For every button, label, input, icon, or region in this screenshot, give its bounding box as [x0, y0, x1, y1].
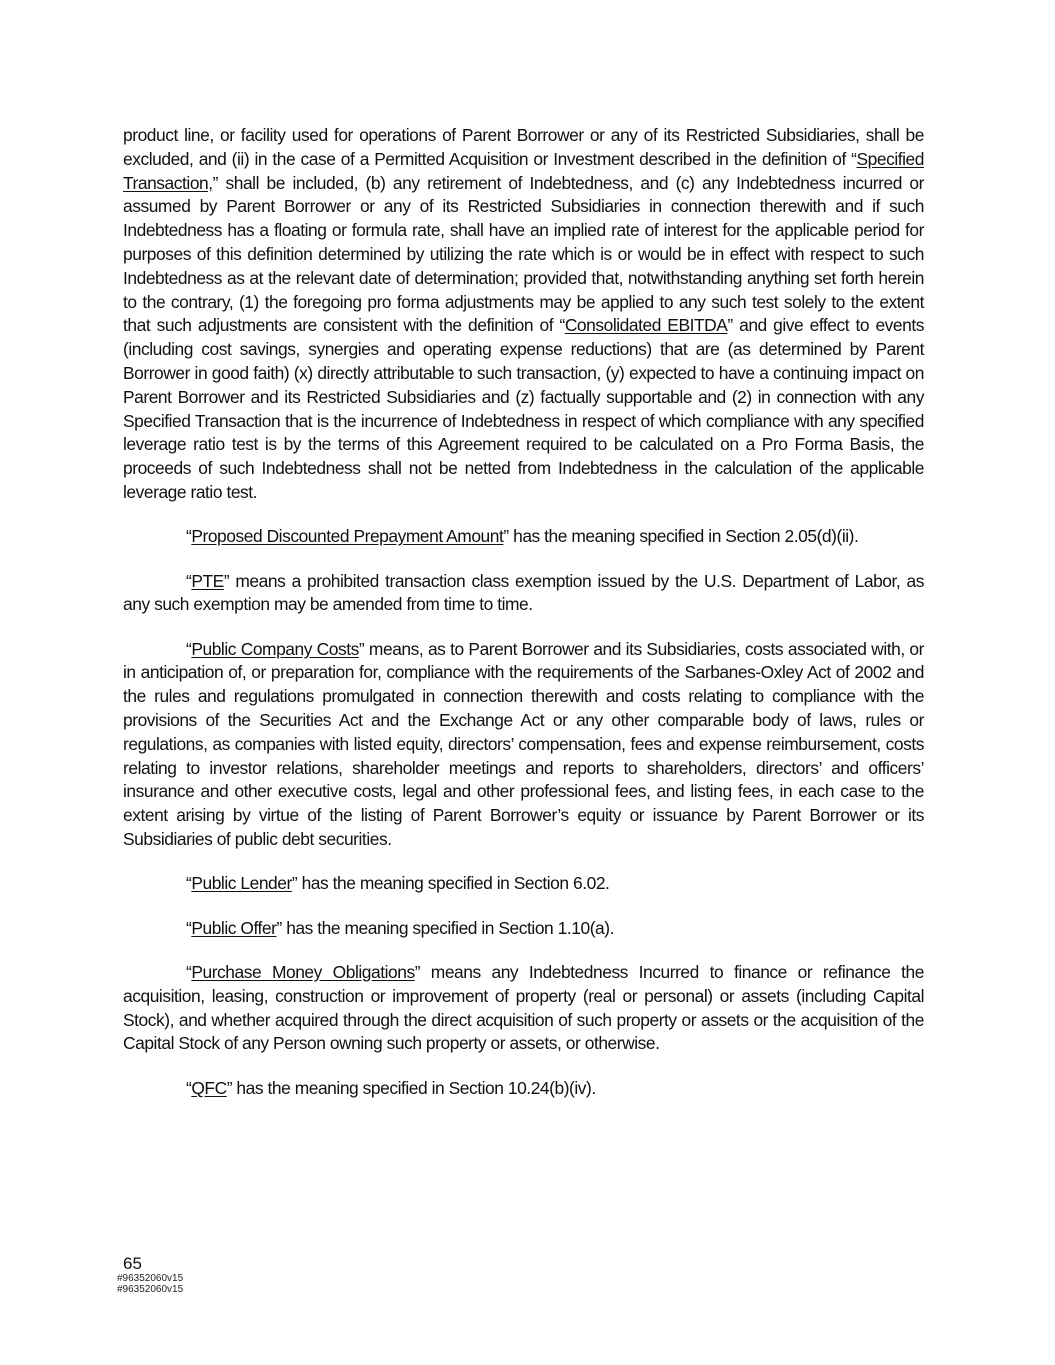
defined-term: Public Lender	[191, 873, 292, 894]
paragraph-text: “	[186, 570, 192, 591]
continued-paragraph	[123, 124, 924, 505]
paragraph-text: ” means, as to Parent Borrower and its Subsidiaries, costs associated with, or in anticipation of, or preparation for, compliance with the requirements of the Sarbanes-Oxley Act of 2002 and the rules and regulations promulgated in connection therewith and costs relating to compliance with the provisions of the Securities Act and the Exchange Act or any other comparable body of laws, rules or regulations, as companies with listed equity, directors’ compensation, fees and expense reimbursement, costs relating to investor relations, shareholder meetings and reports to shareholders, directors’ and officers’ insurance and other executive costs, legal and other professional fees, and listing fees, in each case to the extent arising by virtue of the listing of Parent Borrower’s equity or issuance by Parent Borrower or its Subsidiaries of public debt securities.	[123, 638, 924, 850]
definition-paragraph	[123, 872, 924, 896]
paragraph-text: “	[186, 638, 192, 659]
paragraph-text: ” has the meaning specified in Section 10.24(b)(iv).	[226, 1077, 596, 1098]
paragraph-text: “	[186, 917, 192, 938]
definition-paragraph	[123, 961, 924, 1056]
definition-paragraph	[123, 525, 924, 549]
defined-term: Public Offer	[191, 917, 277, 938]
page-footer	[117, 1254, 183, 1295]
defined-term: Specified Transaction,	[123, 148, 924, 193]
paragraph-text: ” and give effect to events (including cost savings, synergies and operating expense reductions) that are (as determined by Parent Borrower in good faith) (x) directly attributable to such transaction, (y) expected to have a continuing impact on Parent Borrower and its Restricted Subsidiaries and (z) factually supportable and (2) in connection with any Specified Transaction that is the incurrence of Indebtedness in respect of which compliance with any specified leverage ratio test is by the terms of this Agreement required to be calculated on a Pro Forma Basis, the proceeds of such Indebtedness shall not be netted from Indebtedness in the calculation of the applicable leverage ratio test.	[123, 315, 924, 502]
document-id: #96352060v15	[117, 1273, 184, 1284]
defined-term: PTE	[191, 570, 224, 591]
page-number: 65	[123, 1254, 142, 1273]
paragraph-text: “	[186, 873, 192, 894]
paragraph-text: product line, or facility used for operations of Parent Borrower or any of its Restricted Subsidiaries, shall be excluded, and (ii) in the case of a Permitted Acquisition or Investment described in the definition of “	[123, 125, 924, 169]
paragraph-text: ” shall be included, (b) any retirement of Indebtedness, and (c) any Indebtedness incurred or assumed by Parent Borrower or any of its Restricted Subsidiaries in connection therewith and if such Indebtedness has a floating or formula rate, shall have an implied rate of interest for the applicable period for purposes of this definition determined by utilizing the rate which is or would be in effect with respect to such Indebtedness as at the relevant date of determination; provided that, notwithstanding anything set forth herein to the contrary, (1) the foregoing pro forma adjustments may be applied to any such test solely to the extent that such adjustments are consistent with the definition of “	[123, 172, 924, 336]
document-id: #96352060v15	[117, 1284, 184, 1295]
defined-term: Public Company Costs	[191, 638, 359, 659]
paragraph-text: ” has the meaning specified in Section 6.02.	[291, 873, 610, 894]
paragraph-text: ” has the meaning specified in Section 2.05(d)(ii).	[503, 526, 859, 547]
defined-term: QFC	[191, 1077, 227, 1098]
paragraph-text: ” means any Indebtedness Incurred to finance or refinance the acquisition, leasing, construction or improvement of property (real or personal) or assets (including Capital Stock), and whether acquired through the direct acquisition of such property or assets or the acquisition of the Capital Stock of any Person owning such property or assets, or otherwise.	[123, 961, 924, 1054]
defined-term: Purchase Money Obligations	[191, 961, 415, 982]
paragraph-text: “	[186, 1077, 192, 1098]
document-body	[123, 124, 924, 1121]
defined-term: Consolidated EBITDA	[564, 315, 728, 336]
paragraph-text: ” means a prohibited transaction class exemption issued by the U.S. Department of Labor, as any such exemption may be amended from time to time.	[123, 570, 924, 615]
paragraph-text: “	[186, 526, 192, 547]
definition-paragraph	[123, 570, 924, 618]
definition-paragraph	[123, 1077, 924, 1101]
definition-paragraph	[123, 638, 924, 852]
definition-paragraph	[123, 917, 924, 941]
paragraph-text: ” has the meaning specified in Section 1.10(a).	[276, 917, 614, 938]
paragraph-text: “	[186, 961, 192, 982]
defined-term: Proposed Discounted Prepayment Amount	[191, 526, 504, 547]
